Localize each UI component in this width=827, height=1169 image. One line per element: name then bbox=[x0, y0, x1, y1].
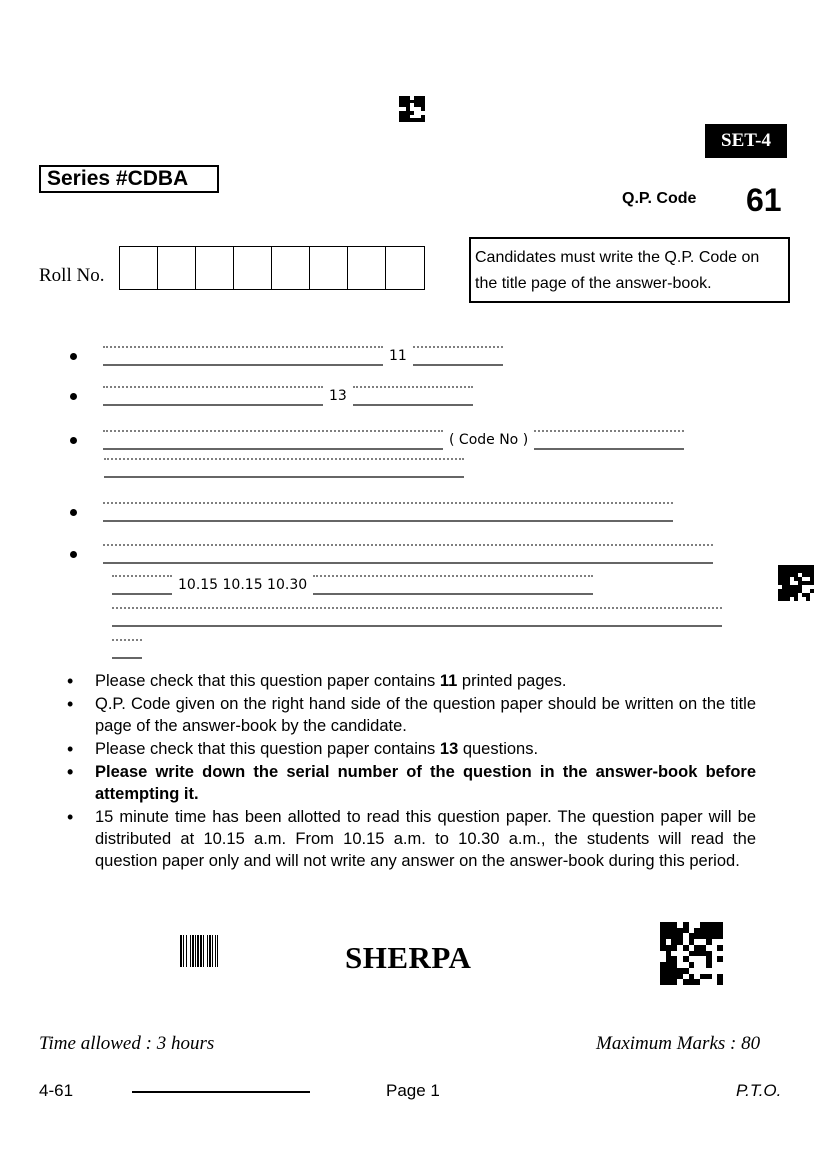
script-number: 11 bbox=[389, 348, 407, 364]
bullet bbox=[70, 437, 77, 444]
script-instruction-line bbox=[70, 544, 713, 564]
qr-module bbox=[421, 118, 425, 122]
script-instruction-line bbox=[70, 430, 684, 450]
barcode-icon bbox=[180, 935, 248, 967]
script-text-stroke bbox=[112, 607, 722, 627]
roll-digit-box[interactable] bbox=[234, 247, 272, 289]
script-instruction-line bbox=[112, 639, 142, 659]
roll-digit-box[interactable] bbox=[272, 247, 310, 289]
time-allowed: Time allowed : 3 hours bbox=[39, 1033, 215, 1054]
instruction-item bbox=[64, 761, 756, 805]
roll-digit-box[interactable] bbox=[348, 247, 386, 289]
series-label: Series #CDBA bbox=[39, 165, 219, 193]
instruction-item bbox=[64, 670, 756, 692]
script-instruction-line bbox=[112, 575, 593, 595]
roll-number-boxes[interactable] bbox=[119, 246, 425, 290]
script-number: 13 bbox=[329, 388, 347, 404]
instruction-emphasis: 13 bbox=[439, 740, 459, 758]
qr-module bbox=[810, 597, 814, 601]
instruction-text: printed pages. bbox=[457, 672, 567, 690]
roll-digit-box[interactable] bbox=[386, 247, 424, 289]
script-text-stroke bbox=[112, 575, 172, 595]
qr-code-bottom-icon bbox=[660, 922, 723, 985]
instruction-item bbox=[64, 806, 756, 872]
script-text-stroke bbox=[103, 544, 713, 564]
instruction-text: Please write down the serial number of the question in the answer-book before attempting it. bbox=[95, 763, 756, 803]
instruction-text: questions. bbox=[458, 740, 539, 758]
footer-paper-code: 4-61 bbox=[39, 1081, 74, 1100]
script-text-stroke bbox=[103, 346, 383, 366]
footer-page-number: Page 1 bbox=[386, 1081, 440, 1100]
roll-digit-box[interactable] bbox=[196, 247, 234, 289]
qr-code-top-icon bbox=[399, 96, 425, 122]
instruction-text: 15 minute time has been allotted to read this question paper. The question paper will be distributed at 10.15 a.m. From 10.15 a.m. to 10.30 a.m., the students will read the question paper only and will not write any answer on the answer-book during this period. bbox=[95, 808, 756, 870]
roll-digit-box[interactable] bbox=[120, 247, 158, 289]
script-code-no: ( Code No ) bbox=[449, 432, 529, 448]
instruction-item bbox=[64, 693, 756, 737]
bullet bbox=[70, 551, 77, 558]
maximum-marks: Maximum Marks : 80 bbox=[596, 1033, 761, 1054]
set-badge: SET-4 bbox=[705, 124, 787, 158]
qr-module bbox=[717, 979, 723, 985]
bullet bbox=[70, 353, 77, 360]
script-instruction-line bbox=[70, 386, 473, 406]
bullet bbox=[70, 393, 77, 400]
script-text-stroke bbox=[534, 430, 684, 450]
script-text-stroke bbox=[103, 430, 443, 450]
script-text-stroke bbox=[353, 386, 473, 406]
roll-number-label: Roll No. bbox=[39, 265, 105, 286]
footer-divider bbox=[132, 1091, 310, 1093]
subject-title: SHERPA bbox=[345, 940, 472, 975]
script-text-stroke bbox=[112, 639, 142, 659]
script-instruction-line bbox=[70, 346, 503, 366]
qp-code-value: 61 bbox=[746, 182, 782, 218]
instructions-list bbox=[64, 670, 756, 872]
candidate-note: Candidates must write the Q.P. Code on the title page of the answer-book. bbox=[469, 237, 790, 303]
footer-pto: P.T.O. bbox=[736, 1081, 782, 1100]
roll-digit-box[interactable] bbox=[158, 247, 196, 289]
qr-code-side-icon bbox=[778, 565, 814, 601]
script-text-stroke bbox=[103, 386, 323, 406]
qp-code-label: Q.P. Code bbox=[622, 190, 697, 207]
instruction-item bbox=[64, 738, 756, 760]
script-text-stroke bbox=[103, 502, 673, 522]
script-instruction-line bbox=[70, 502, 673, 522]
script-text-stroke bbox=[413, 346, 503, 366]
instruction-text: Q.P. Code given on the right hand side of the question paper should be written on the title page of the answer-book by the candidate. bbox=[95, 695, 756, 735]
script-text-stroke bbox=[104, 458, 464, 478]
instruction-text: Please check that this question paper contains bbox=[95, 740, 440, 758]
script-times: 10.15 10.15 10.30 bbox=[178, 577, 308, 593]
instruction-text: Please check that this question paper contains bbox=[95, 672, 440, 690]
script-instruction-line bbox=[104, 458, 464, 478]
instruction-emphasis: 11 bbox=[439, 672, 458, 690]
barcode-bar bbox=[218, 935, 220, 967]
script-text-stroke bbox=[313, 575, 593, 595]
bullet bbox=[70, 509, 77, 516]
roll-digit-box[interactable] bbox=[310, 247, 348, 289]
script-instruction-line bbox=[112, 607, 722, 627]
